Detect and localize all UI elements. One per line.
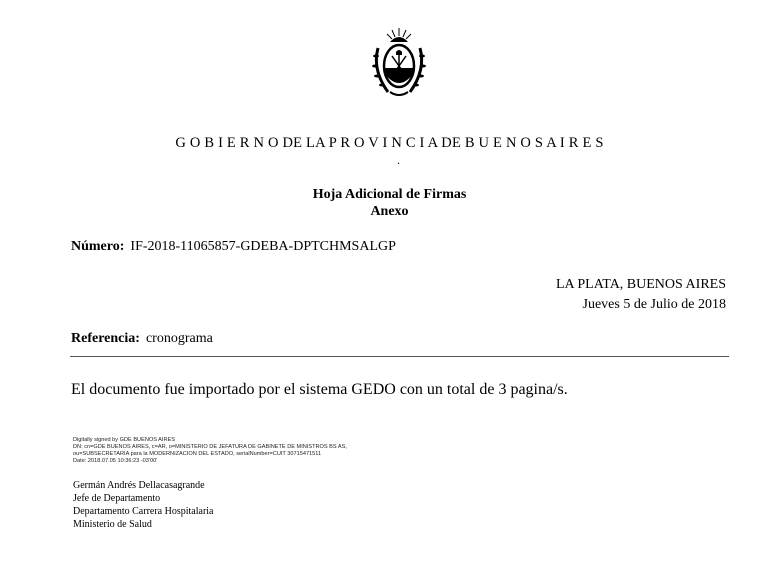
divider — [70, 356, 729, 357]
signer-ministry: Ministerio de Salud — [73, 519, 152, 530]
date: Jueves 5 de Julio de 2018 — [582, 297, 726, 312]
reference-label: Referencia: — [71, 331, 140, 346]
signer-department: Departamento Carrera Hospitalaria — [73, 506, 214, 517]
place-and-date — [556, 275, 726, 315]
document-number-value: IF-2018-11065857-GDEBA-DPTCHMSALGP — [130, 239, 396, 254]
digital-signature-line: Digitally signed by GDE BUENOS AIRES — [73, 437, 175, 443]
place: LA PLATA, BUENOS AIRES — [555, 277, 726, 292]
signer-block — [73, 479, 214, 531]
coat-of-arms-icon — [368, 26, 430, 100]
document-number — [71, 239, 396, 255]
signer-role: Jefe de Departamento — [73, 493, 161, 504]
document-number-label: Número: — [71, 239, 125, 254]
digital-signature-line: Date: 2018.07.05 10:36:23 -03'00' — [73, 458, 158, 464]
header-dot: . — [397, 153, 400, 167]
digital-signature-line: ou=SUBSECRETARIA para la MODERNIZACION DEL ESTADO, serialNumber=CUIT 30715471511 — [73, 451, 322, 457]
sheet-title-line1: Hoja Adicional de Firmas — [312, 187, 467, 202]
reference-value: cronograma — [145, 331, 213, 346]
digital-signature-line: DN: cn=GDE BUENOS AIRES, c=AR, o=MINISTERIO DE JEFATURA DE GABINETE DE MINISTROS BS AS, — [73, 444, 347, 450]
sheet-title-line2: Anexo — [370, 204, 409, 219]
digital-signature-block — [73, 437, 347, 465]
signer-name: Germán Andrés Dellacasagrande — [73, 480, 205, 491]
import-statement: El documento fue importado por el sistema GEDO con un total de 3 pagina/s. — [71, 381, 568, 398]
reference — [71, 331, 213, 347]
sheet-title — [0, 186, 779, 220]
government-title: G O B I E R N O DE LA P R O V I N C I A DE B U E N O S A I R E S — [175, 135, 604, 151]
